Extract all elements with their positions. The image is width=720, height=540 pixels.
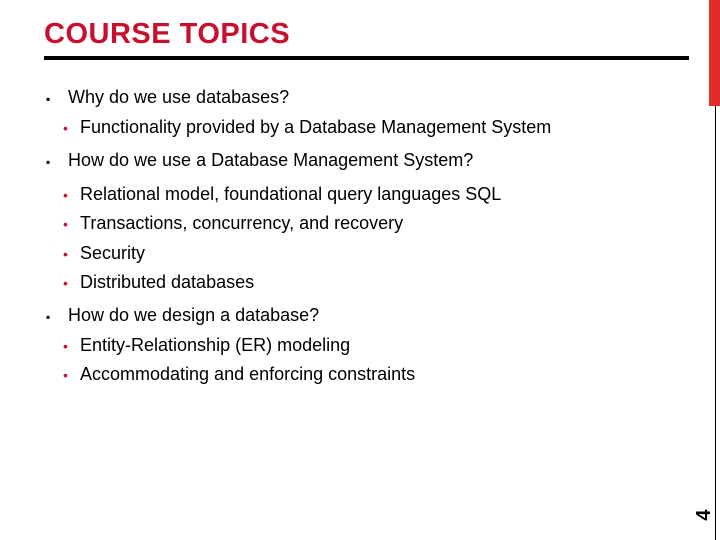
dot-bullet-icon: • xyxy=(63,216,68,232)
square-bullet-icon: ▪ xyxy=(46,154,51,169)
topic-label: Why do we use databases? xyxy=(68,87,290,107)
side-accent-bar xyxy=(709,0,720,106)
subtopic-item xyxy=(63,113,686,143)
subtopic-label: Distributed databases xyxy=(80,272,255,292)
dot-bullet-icon: • xyxy=(63,275,68,291)
subtopic-item xyxy=(63,268,686,298)
topic-item xyxy=(46,83,686,113)
title-underline xyxy=(44,56,689,60)
subtopic-item xyxy=(63,239,686,269)
square-bullet-icon: ▪ xyxy=(46,92,51,106)
topic-list xyxy=(46,80,686,390)
dot-bullet-icon: • xyxy=(63,337,68,354)
topic-item xyxy=(46,146,686,176)
dot-bullet-icon: • xyxy=(63,120,68,136)
subtopic-label: Entity-Relationship (ER) modeling xyxy=(80,334,351,355)
slide-title: COURSE TOPICS xyxy=(44,18,291,50)
subtopic-label: Accommodating and enforcing constraints xyxy=(80,364,416,384)
subtopic-label: Transactions, concurrency, and recovery xyxy=(80,213,404,233)
subtopic-item xyxy=(63,331,686,361)
subtopic-label: Relational model, foundational query languages SQL xyxy=(80,183,502,204)
subtopic-label: Security xyxy=(80,242,146,263)
subtopic-item xyxy=(63,360,686,390)
square-bullet-icon: ▪ xyxy=(46,309,51,324)
topic-label: How do we design a database? xyxy=(68,304,320,325)
subtopic-label: Functionality provided by a Database Management System xyxy=(80,117,552,137)
topic-item xyxy=(46,301,686,331)
dot-bullet-icon: • xyxy=(63,186,68,203)
side-divider-line xyxy=(715,106,716,540)
topic-label: How do we use a Database Management System? xyxy=(68,149,474,170)
subtopic-item xyxy=(63,209,686,239)
subtopic-item xyxy=(63,180,686,210)
dot-bullet-icon: • xyxy=(63,245,68,262)
dot-bullet-icon: • xyxy=(63,367,68,383)
page-number: 4 xyxy=(693,509,715,521)
